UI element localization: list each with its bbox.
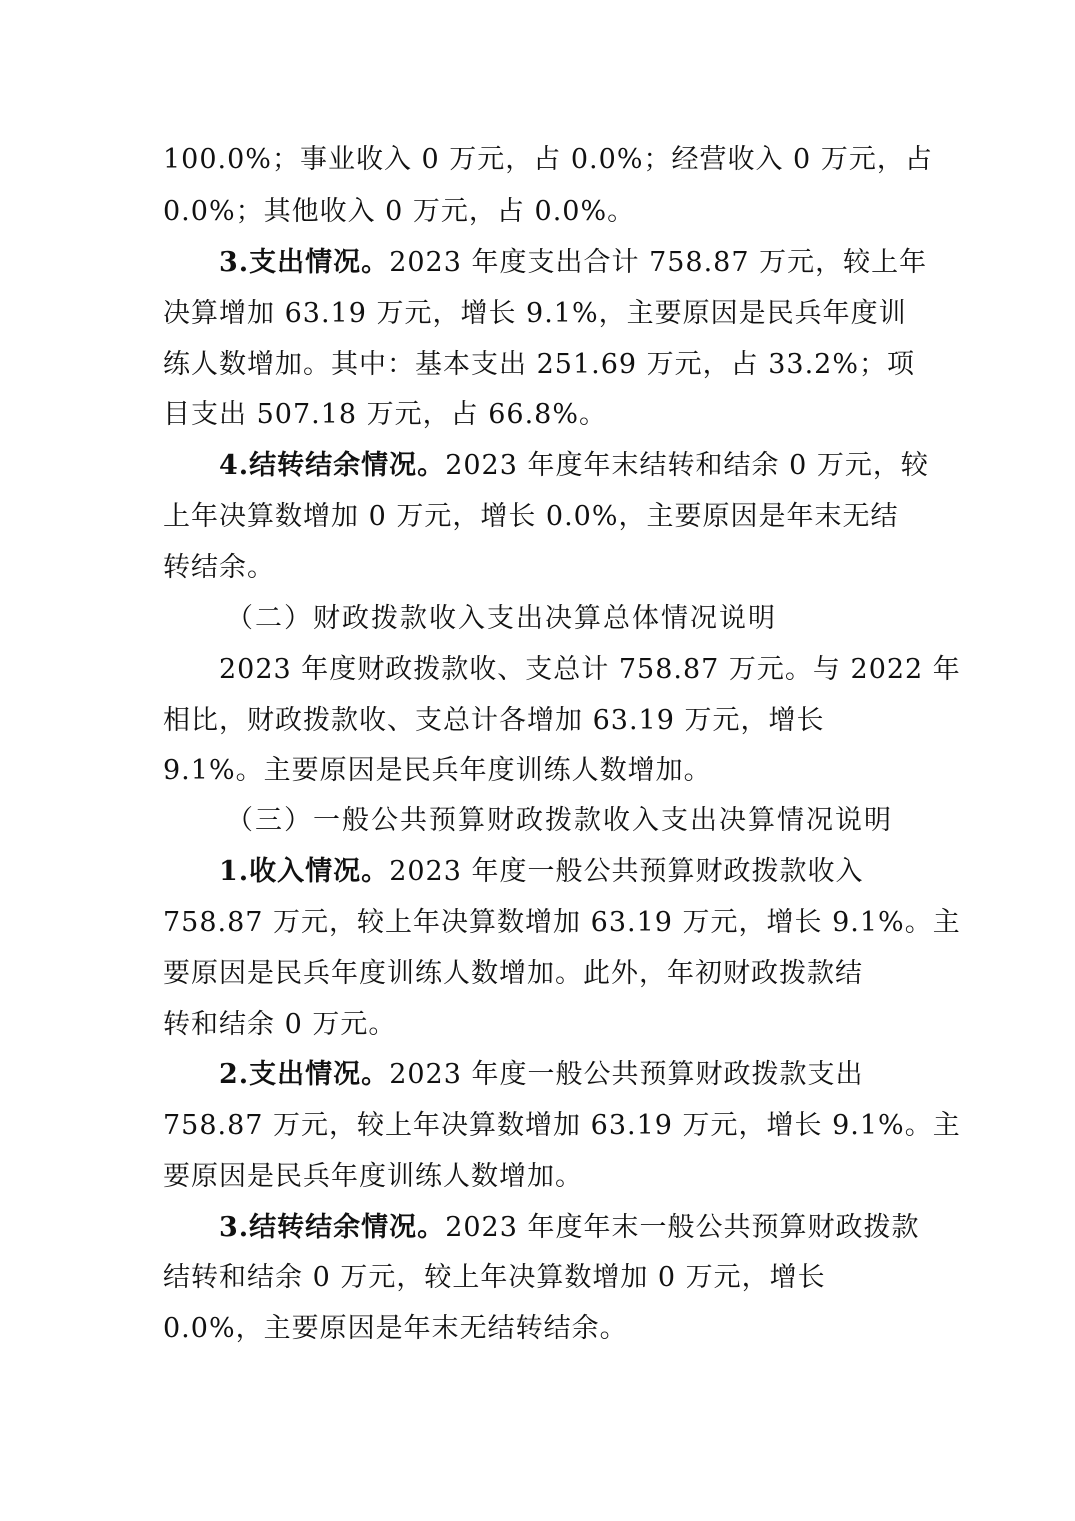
paragraph-general-expenditure [219,1055,863,1095]
text-line: 0.0%；其他收入 0 万元，占 0.0%。 [163,196,636,227]
paragraph-lead-general-expenditure: 2.支出情况。 [219,1059,390,1090]
paragraph-expenditure [219,243,927,283]
text-line: 结转和结余 0 万元，较上年决算数增加 0 万元，增长 [163,1262,826,1293]
text-line: 9.1%。主要原因是民兵年度训练人数增加。 [163,755,712,786]
text-line: 相比，财政拨款收、支总计各增加 63.19 万元，增长 [163,705,825,736]
text-line: 要原因是民兵年度训练人数增加。此外，年初财政拨款结 [163,958,863,989]
text-line: 100.0%；事业收入 0 万元，占 0.0%；经营收入 0 万元，占 [163,144,933,175]
text-line: 决算增加 63.19 万元，增长 9.1%，主要原因是民兵年度训 [163,298,907,329]
paragraph-lead-income: 1.收入情况。 [219,856,390,887]
paragraph-income [219,852,863,892]
text-line: 目支出 507.18 万元，占 66.8%。 [163,399,607,430]
text-line: 转和结余 0 万元。 [163,1009,397,1040]
paragraph-lead-carryover: 4.结转结余情况。 [219,450,446,481]
text-line: 0.0%，主要原因是年末无结转结余。 [163,1313,628,1344]
text-line: 2023 年度一般公共预算财政拨款收入 [389,856,864,887]
text-line: 转结余。 [163,552,275,583]
text-line: 上年决算数增加 0 万元，增长 0.0%，主要原因是年末无结 [163,501,899,532]
text-line: 2023 年度财政拨款收、支总计 758.87 万元。与 2022 年 [219,654,961,685]
paragraph-lead-general-carryover: 3.结转结余情况。 [219,1212,446,1243]
text-line: 2023 年度支出合计 758.87 万元，较上年 [389,247,928,278]
text-line: 758.87 万元，较上年决算数增加 63.19 万元，增长 9.1%。主 [163,907,961,938]
paragraph-lead-expenditure: 3.支出情况。 [219,247,390,278]
section-heading-3: （三）一般公共预算财政拨款收入支出决算情况说明 [226,805,893,836]
paragraph-general-carryover [219,1208,919,1248]
text-line: 练人数增加。其中：基本支出 251.69 万元，占 33.2%；项 [163,349,915,380]
text-line: 758.87 万元，较上年决算数增加 63.19 万元，增长 9.1%。主 [163,1110,961,1141]
text-line: 2023 年度年末一般公共预算财政拨款 [445,1212,920,1243]
section-heading-2: （二）财政拨款收入支出决算总体情况说明 [226,603,777,634]
text-line: 2023 年度一般公共预算财政拨款支出 [389,1059,864,1090]
text-line: 2023 年度年末结转和结余 0 万元，较 [445,450,929,481]
paragraph-carryover [219,446,929,486]
text-line: 要原因是民兵年度训练人数增加。 [163,1161,583,1192]
